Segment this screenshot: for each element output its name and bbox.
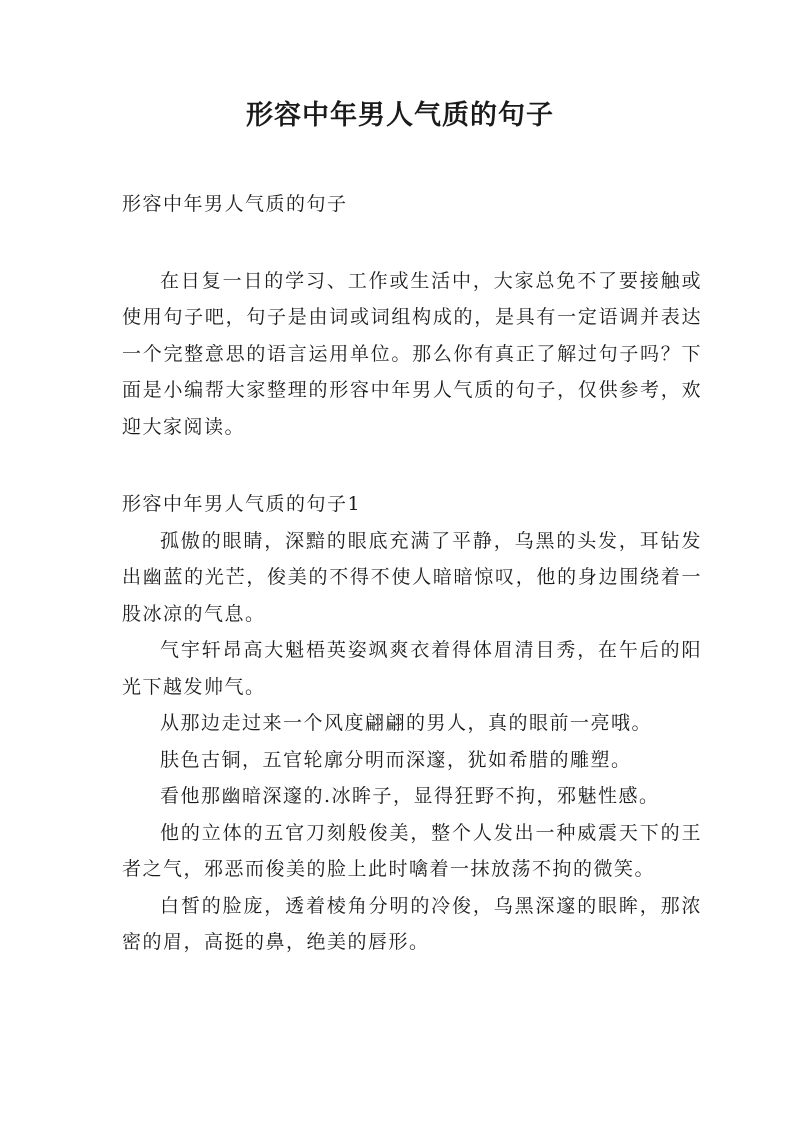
body-paragraph-3: 从那边走过来一个风度翩翩的男人，真的眼前一亮哦。 bbox=[160, 712, 653, 734]
body-paragraph-6: 他的立体的五官刀刻般俊美，整个人发出一种威震天下的王者之气，邪恶而俊美的脸上此时噙着一抹放荡不拘的微笑。 bbox=[122, 821, 702, 880]
section-heading: 形容中年男人气质的句子1 bbox=[122, 493, 362, 515]
document-body bbox=[122, 186, 702, 961]
body-paragraph-4: 肤色古铜，五官轮廓分明而深邃，犹如希腊的雕塑。 bbox=[160, 748, 632, 771]
body-paragraph-5: 看他那幽暗深邃的.冰眸子，显得狂野不拘，邪魅性感。 bbox=[160, 785, 660, 807]
body-paragraph-1: 孤傲的眼睛，深黯的眼底充满了平静，乌黑的头发，耳钻发出幽蓝的光芒，俊美的不得不使人暗暗惊叹，他的身边围绕着一股冰凉的气息。 bbox=[122, 529, 702, 625]
body-paragraph-2: 气宇轩昂高大魁梧英姿飒爽衣着得体眉清目秀，在午后的阳光下越发帅气。 bbox=[122, 639, 702, 698]
document-subtitle: 形容中年男人气质的句子 bbox=[122, 193, 348, 215]
body-paragraph-7: 白皙的脸庞，透着棱角分明的冷俊，乌黑深邃的眼眸，那浓密的眉，高挺的鼻，绝美的唇形。 bbox=[122, 894, 702, 953]
document-title: 形容中年男人气质的句子 bbox=[246, 100, 554, 131]
intro-paragraph: 在日复一日的学习、工作或生活中，大家总免不了要接触或使用句子吧，句子是由词或词组构成的，是具有一定语调并表达一个完整意思的语言运用单位。那么你有真正了解过句子吗？下面是小编帮大家整理的形容中年男人气质的句子，仅供参考，欢迎大家阅读。 bbox=[122, 269, 702, 438]
